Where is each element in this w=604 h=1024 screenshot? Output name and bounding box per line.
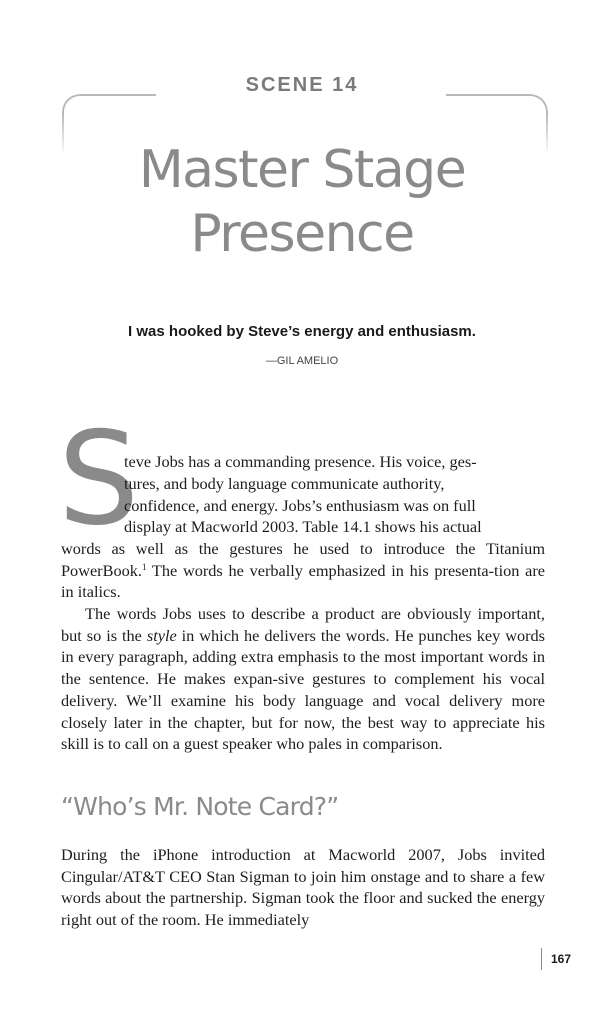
page-number-rule <box>541 948 542 970</box>
intro-line-1: teve Jobs has a commanding presence. His voice, ges- <box>124 452 477 471</box>
page-number: 167 <box>551 952 572 966</box>
para2-text-start: The words Jobs uses to describe a product are obviously important, but so is the <box>61 604 545 645</box>
intro-paragraph-continued <box>61 538 545 603</box>
epigraph-quote: I was hooked by Steve’s energy and enthusiasm. <box>128 323 476 340</box>
chapter-title <box>0 138 604 266</box>
footnote-marker[interactable]: 1 <box>141 561 147 572</box>
intro-line-2: tures, and body language communicate authority, <box>124 474 445 493</box>
intro-line-3: confidence, and energy. Jobs’s enthusiasm was on full <box>124 496 476 515</box>
para2-emphasis: style <box>146 625 177 645</box>
epigraph-attribution: —GIL AMELIO <box>265 355 339 367</box>
section-paragraph: During the iPhone introduction at Macworld 2007, Jobs invited Cingular/AT&T CEO Stan Sigman to join him onstage and to share a few words about the partnership. Sigman took the floor and sucked the energy right out of the room. He immediately <box>61 845 545 930</box>
intro-text-before-note: words as well as the gestures he used to introduce the Titanium PowerBook. <box>61 539 545 580</box>
body-paragraph-2 <box>61 603 545 755</box>
intro-line-4: display at Macworld 2003. Table 14.1 shows his actual <box>124 517 482 536</box>
chapter-title-line-2: Presence <box>190 204 414 264</box>
drop-cap: S <box>58 405 140 554</box>
intro-text-after-note: The words he verbally emphasized in his presenta-tion are in italics. <box>61 560 545 602</box>
para2-text-end: in which he delivers the words. He punches key words in every paragraph, adding extra emphasis to the most important words in the sentence. He makes expan-sive gestures to complement his vocal delivery. We’ll examine his body language and vocal delivery more closely later in the chapter, but for now, the best way to appreciate his skill is to call on a guest speaker who pales in comparison. <box>61 625 545 754</box>
scene-label: SCENE 14 <box>245 74 359 96</box>
chapter-title-line-1: Master Stage <box>138 140 466 200</box>
section-heading: “Who’s Mr. Note Card?” <box>61 792 339 821</box>
